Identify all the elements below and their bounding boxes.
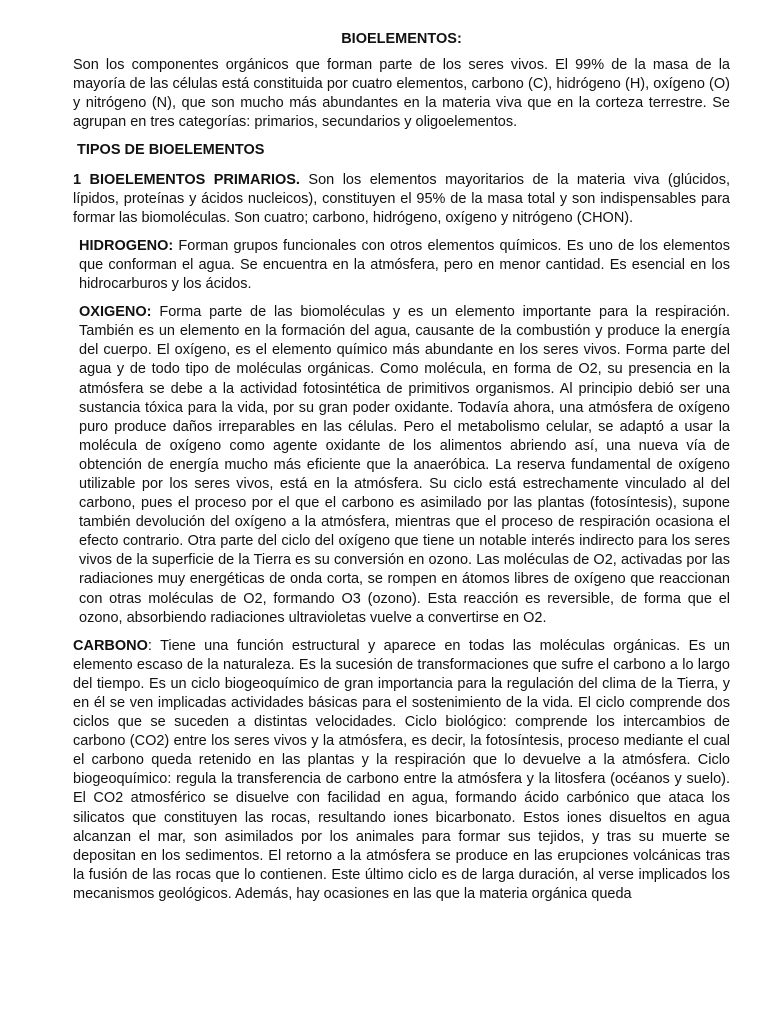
- oxigeno-lead: OXIGENO:: [79, 304, 152, 321]
- oxigeno-text: Forma parte de las biomoléculas y es un elemento importante para la respiración. También es un elemento en la formación del agua, causante de la combustión y produce la energía del cuerpo. El oxígeno, es el elemento químico más abundante en los seres vivos. Forma parte del agua y de todo tipo de moléculas orgánicas. Como molécula, en forma de O2, su presencia en la atmósfera se debe a la actividad fotosintética de primitivos organismos. Al principio debió ser una sustancia tóxica para la vida, por su gran poder oxidante. Todavía ahora, una atmósfera de oxígeno puro produce daños irreparables en las células. Pero el metabolismo celular, se adaptó a usar la molécula de oxígeno como agente oxidante de los alimentos abriendo así, una nueva vía de obtención de energía mucho más eficiente que la anaeróbica. La reserva fundamental de oxígeno utilizable por los seres vivos, está en la atmósfera. Su ciclo está estrechamente vinculado al del carbono, pues el proceso por el que el carbono es asimilado por las plantas (fotosíntesis), supone también devolución del oxígeno a la atmósfera, mientras que el proceso de respiración ocasiona el efecto contrario. Otra parte del ciclo del oxígeno que tiene un notable interés indirecto para los seres vivos de la superficie de la Tierra es su conversión en ozono. Las moléculas de O2, activadas por las radiaciones muy energéticas de onda corta, se rompen en átomos libres de oxígeno que reaccionan con otras moléculas de O2, formando O3 (ozono). Esta reacción es reversible, de forma que el ozono, absorbiendo radiaciones ultravioletas vuelve a convertirse en O2.: [79, 304, 730, 626]
- hidrogeno-paragraph: [73, 237, 730, 294]
- document-title: BIOELEMENTOS:: [341, 31, 462, 47]
- carbono-text: : Tiene una función estructural y aparece en todas las moléculas orgánicas. Es un elemento escaso de la naturaleza. Es la sucesión de transformaciones que sufre el carbono a lo largo del tiempo. Es un ciclo biogeoquímico de gran importancia para la regulación del clima de la Tierra, y en él se ven implicadas actividades básicas para el sostenimiento de la vida. El ciclo comprende dos ciclos que se suceden a distintas velocidades. Ciclo biológico: comprende los intercambios de carbono (CO2) entre los seres vivos y la atmósfera, es decir, la fotosíntesis, proceso mediante el cual el carbono queda retenido en las plantas y la respiración que lo devuelve a la atmósfera. Ciclo biogeoquímico: regula la transferencia de carbono entre la atmósfera y la litosfera (océanos y suelo). El CO2 atmosférico se disuelve con facilidad en agua, formando ácido carbónico que ataca los silicatos que constituyen las rocas, resultando iones bicarbonato. Estos iones disueltos en agua alcanzan el mar, son asimilados por los animales para formar sus tejidos, y tras su muerte se depositan en los sedimentos. El retorno a la atmósfera se produce en las erupciones volcánicas tras la fusión de las rocas que lo contienen. Este último ciclo es de larga duración, al verse implicados los mecanismos geológicos. Además, hay ocasiones en las que la materia orgánica queda: [73, 637, 730, 902]
- primarios-paragraph: [73, 171, 730, 228]
- hidrogeno-lead: HIDROGENO:: [79, 237, 174, 254]
- primarios-lead: 1 BIOELEMENTOS PRIMARIOS.: [73, 171, 300, 188]
- document-page: [73, 30, 730, 913]
- carbono-lead: CARBONO: [73, 637, 148, 654]
- primarios-text: Son los elementos mayoritarios de la materia viva (glúcidos, lípidos, proteínas y ácidos nucleicos), constituyen el 95% de la masa total y son indispensables para formar las biomoléculas. Son cuatro; carbono, hidrógeno, oxígeno y nitrógeno (CHON).: [73, 171, 730, 226]
- hidrogeno-text: Forman grupos funcionales con otros elementos químicos. Es uno de los elementos que conforman el agua. Se encuentra en la atmósfera, pero en menor cantidad. Es esencial en los hidrocarburos y los ácidos.: [79, 237, 730, 293]
- section-heading: TIPOS DE BIOELEMENTOS: [77, 142, 265, 159]
- oxigeno-paragraph: [73, 303, 730, 628]
- carbono-paragraph: [73, 637, 730, 904]
- intro-paragraph: Son los componentes orgánicos que forman parte de los seres vivos. El 99% de la masa de la mayoría de las células está constituida por cuatro elementos, carbono (C), hidrógeno (H), oxígeno (O) y nitrógeno (N), que son mucho más abundantes en la materia viva que en la corteza terrestre. Se agrupan en tres categorías: primarios, secundarios y oligoelementos.: [73, 57, 730, 131]
